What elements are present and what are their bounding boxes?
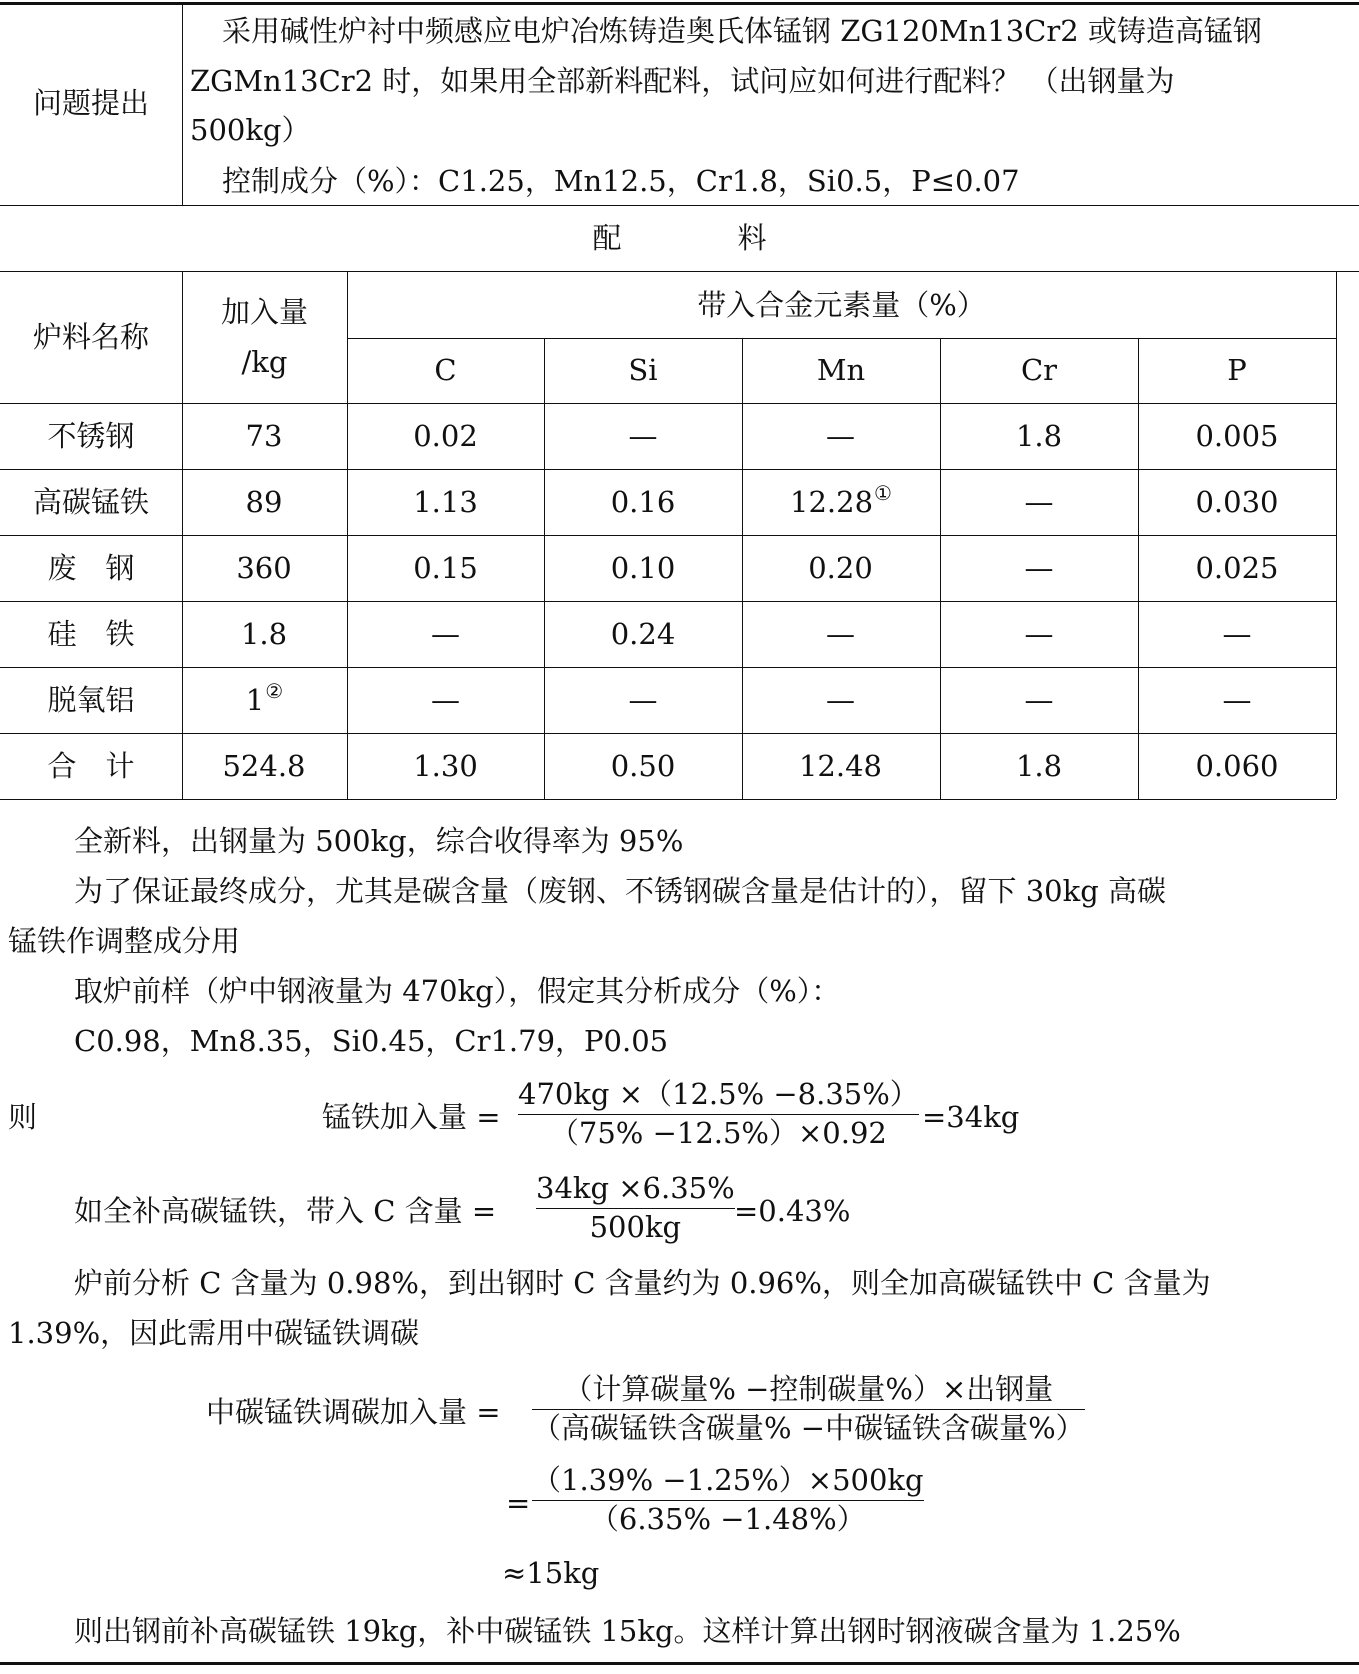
formula2-numerator: 34kg ×6.35% (536, 1171, 735, 1205)
section-title: 配 料 (592, 221, 767, 256)
header-element-c: C (434, 353, 457, 388)
cell-amount: 73 (245, 419, 283, 454)
cell-material-name: 高碳锰铁 (32, 485, 149, 520)
cell-p: — (1222, 617, 1252, 652)
formula3-lhs: 中碳锰铁调碳加入量 = (206, 1395, 501, 1429)
problem-line-2: ZGMn13Cr2 时，如果用全部新料配料，试问应如何进行配料？ （出钢量为 (190, 64, 1175, 98)
paragraph-analysis: C0.98，Mn8.35，Si0.45，Cr1.79，P0.05 (74, 1024, 669, 1058)
cell-c: 1.30 (413, 749, 478, 784)
cell-si: 0.50 (610, 749, 676, 784)
header-alloy-group: 带入合金元素量（%） (697, 287, 986, 322)
cell-material-name: 硅 铁 (47, 617, 135, 652)
cell-mn: 12.28 ① (790, 480, 892, 520)
header-material-name: 炉料名称 (32, 320, 149, 355)
cell-si: — (628, 683, 658, 718)
footnote-1-marker: ① (874, 480, 892, 505)
formula1-lhs: 锰铁加入量 = (322, 1100, 501, 1134)
cell-material-name: 合 计 (47, 749, 135, 784)
cell-c: — (431, 617, 460, 652)
cell-cr: — (1024, 617, 1054, 652)
cell-p: 0.005 (1195, 419, 1279, 454)
problem-divider (182, 2, 183, 205)
fraction-bar (532, 1500, 924, 1501)
paragraph-sample: 取炉前样（炉中钢液量为 470kg），假定其分析成分（%）： (74, 974, 841, 1008)
cell-cr: 1.8 (1015, 749, 1063, 784)
formula3-fraction (532, 1373, 1085, 1446)
cell-c: 0.02 (413, 419, 478, 454)
cell-material-name: 废 钢 (47, 551, 135, 586)
cell-p: 0.025 (1195, 551, 1279, 586)
cell-amount: 360 (236, 551, 292, 586)
footnote-2-marker: ② (265, 678, 284, 703)
formula3-numerator: （计算碳量% −控制碳量%）×出钢量 (563, 1372, 1054, 1406)
header-element-mn: Mn (816, 353, 866, 388)
formula1-numerator: 470kg ×（12.5% −8.35%） (518, 1077, 919, 1111)
cell-mn: 0.20 (808, 551, 873, 586)
cell-amount: 1.8 (240, 617, 288, 652)
header-amount-line2: /kg (241, 344, 288, 379)
cell-material-name: 脱氧铝 (47, 683, 135, 718)
header-element-cr: Cr (1020, 353, 1058, 388)
formula1-prefix: 则 (8, 1100, 38, 1134)
bottom-border (0, 1662, 1359, 1665)
cell-c: 0.15 (413, 551, 478, 586)
cell-si: — (628, 419, 658, 454)
cell-p: — (1222, 683, 1252, 718)
header-element-si: Si (628, 353, 658, 388)
paragraph-conclusion: 则出钢前补高碳锰铁 19kg，补中碳锰铁 15kg。这样计算出钢时钢液碳含量为 1.25% (74, 1614, 1181, 1648)
formula4-numerator: （1.39% −1.25%）×500kg (532, 1463, 924, 1497)
cell-cr: — (1024, 551, 1054, 586)
cell-mn: 12.48 (798, 749, 883, 784)
fraction-bar (532, 1409, 1085, 1410)
header-amount-line1: 加入量 (220, 295, 308, 330)
formula4-fraction (532, 1464, 924, 1537)
paragraph-reserve-line2: 锰铁作调整成分用 (8, 924, 241, 958)
fraction-bar (518, 1114, 919, 1115)
cell-p: 0.030 (1195, 485, 1279, 520)
cell-p: 0.060 (1195, 749, 1279, 784)
paragraph-analysis-c-line1: 炉前分析 C 含量为 0.98%，到出钢时 C 含量约为 0.96%，则全加高碳锰铁中 C 含量为 (74, 1266, 1211, 1300)
cell-si: 0.16 (610, 485, 676, 520)
cell-cr: — (1024, 683, 1054, 718)
cell-mn: — (826, 419, 855, 454)
header-element-p: P (1227, 353, 1247, 388)
table-line (0, 799, 1336, 800)
problem-line-1: 采用碱性炉衬中频感应电炉冶炼铸造奥氏体锰钢 ZG120Mn13Cr2 或铸造高锰钢 (222, 14, 1262, 48)
fraction-bar (536, 1208, 735, 1209)
formula4-equals: = (506, 1486, 531, 1520)
formula3-denominator: （高碳锰铁含碳量% −中碳锰铁含碳量%） (532, 1411, 1085, 1446)
formula2-lhs: 如全补高碳锰铁，带入 C 含量 = (74, 1194, 497, 1228)
problem-line-3: 500kg） (190, 113, 311, 147)
formula2-fraction (536, 1172, 735, 1245)
formula4-denominator: （6.35% −1.48%） (589, 1502, 866, 1537)
cell-c: 1.13 (413, 485, 478, 520)
paragraph-reserve-line1: 为了保证最终成分，尤其是碳含量（废钢、不锈钢碳含量是估计的），留下 30kg 高碳 (74, 874, 1166, 908)
cell-cr: — (1024, 485, 1054, 520)
cell-amount: 524.8 (222, 749, 306, 784)
problem-line-4: 控制成分（%）：C1.25，Mn12.5，Cr1.8，Si0.5，P≤0.07 (222, 164, 1020, 198)
cell-mn: — (826, 617, 855, 652)
cell-c: — (431, 683, 460, 718)
problem-label: 问题提出 (32, 86, 149, 121)
paragraph-analysis-c-line2: 1.39%，因此需用中碳锰铁调碳 (8, 1316, 420, 1350)
formula1-denominator: （75% −12.5%）×0.92 (549, 1116, 887, 1151)
cell-cr: 1.8 (1015, 419, 1063, 454)
top-border (0, 2, 1359, 5)
cell-si: 0.24 (610, 617, 676, 652)
formula1-fraction (518, 1078, 919, 1151)
cell-material-name: 不锈钢 (47, 419, 135, 454)
formula5-approx: ≈15kg (502, 1556, 600, 1590)
header-amount (182, 272, 347, 403)
cell-amount: 89 (245, 485, 283, 520)
formula1-result: =34kg (922, 1100, 1020, 1134)
paragraph-new-material: 全新料，出钢量为 500kg，综合收得率为 95% (74, 824, 684, 858)
formula2-result: =0.43% (734, 1194, 851, 1228)
formula2-denominator: 500kg (589, 1210, 682, 1245)
table-line (1336, 272, 1337, 799)
cell-si: 0.10 (610, 551, 676, 586)
cell-amount: 1 ② (245, 678, 284, 718)
cell-mn: — (826, 683, 855, 718)
table-line (347, 338, 1336, 339)
